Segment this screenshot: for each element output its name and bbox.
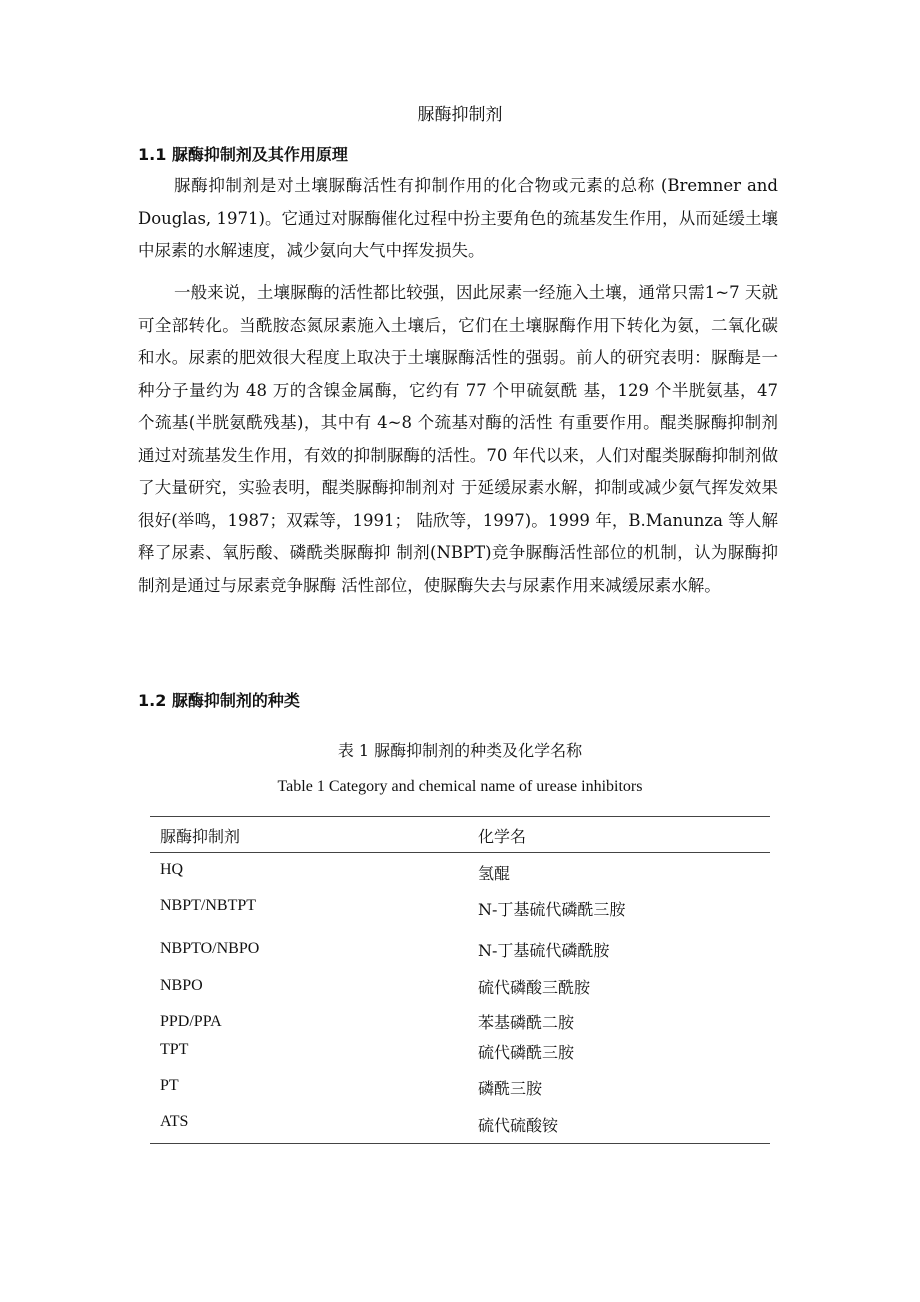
table-caption-chinese: 表 1 脲酶抑制剂的种类及化学名称 <box>337 741 583 760</box>
table-cell-inhibitor: HQ <box>160 861 184 878</box>
table-header-inhibitor: 脲酶抑制剂 <box>160 827 241 846</box>
table-cell-inhibitor: NBPT/NBTPT <box>160 897 257 914</box>
table-cell-chemical-name: 苯基磷酰二胺 <box>478 1013 575 1032</box>
table-cell-chemical-name: 硫代磷酰三胺 <box>478 1043 575 1062</box>
table-caption-english: Table 1 Category and chemical name of urease inhibitors <box>277 778 643 795</box>
table-cell-inhibitor: ATS <box>160 1113 189 1130</box>
document-title: 脲酶抑制剂 <box>417 105 503 125</box>
section-2-heading: 1.2 脲酶抑制剂的种类 <box>138 691 300 710</box>
table-cell-inhibitor: NBPO <box>160 977 203 994</box>
table-cell-inhibitor: NBPTO/NBPO <box>160 940 260 957</box>
table-cell-inhibitor: PPD/PPA <box>160 1013 222 1030</box>
table-bottom-rule <box>150 1143 770 1144</box>
table-cell-inhibitor: TPT <box>160 1041 189 1058</box>
table-header-rule <box>150 852 770 853</box>
section-1-paragraph-2: 一般来说，土壤脲酶的活性都比较强，因此尿素一经施入土壤，通常只需1~7 天就可全部转化。当酰胺态氮尿素施入土壤后，它们在土壤脲酶作用下转化为氨，二氧化碳和水。尿素的肥效很大程度上取决于土壤脲酶活性的强弱。前人的研究表明：脲酶是一种分子量约为 48 万的含镍金属酶，它约有 77 个甲硫氨酰 基，129 个半胱氨基，47 个巯基(半胱氨酰残基)，其中有 4~8 个巯基对酶的活性 有重要作用。醌类脲酶抑制剂通过对巯基发生作用，有效的抑制脲酶的活性。70 年代以来，人们对醌类脲酶抑制剂做了大量研究，实验表明，醌类脲酶抑制剂对 于延缓尿素水解，抑制或减少氨气挥发效果很好(举鸣，1987；双霖等，1991； 陆欣等，1997)。1999 年，B.Manunza 等人解释了尿素、氧肟酸、磷酰类脲酶抑 制剂(NBPT)竞争脲酶活性部位的机制，认为脲酶抑制剂是通过与尿素竞争脲酶 活性部位，使脲酶失去与尿素作用来减缓尿素水解。 <box>138 283 778 595</box>
table-cell-chemical-name: 磷酰三胺 <box>478 1079 543 1098</box>
table-header-chemical-name: 化学名 <box>478 827 527 846</box>
table-cell-chemical-name: N-丁基硫代磷酰三胺 <box>478 900 626 919</box>
table-cell-chemical-name: 氢醌 <box>478 864 511 883</box>
section-1-heading: 1.1 脲酶抑制剂及其作用原理 <box>138 145 348 164</box>
table-top-rule <box>150 816 770 817</box>
table-cell-chemical-name: N-丁基硫代磷酰胺 <box>478 941 610 960</box>
table-cell-chemical-name: 硫代硫酸铵 <box>478 1116 559 1135</box>
section-1-paragraph-1: 脲酶抑制剂是对土壤脲酶活性有抑制作用的化合物或元素的总称 (Bremner and Douglas, 1971)。它通过对脲酶催化过程中扮主要角色的巯基发生作用，从而延缓土壤中尿素的水解速度，减少氨向大气中挥发损失。 <box>138 176 778 260</box>
table-cell-inhibitor: PT <box>160 1077 179 1094</box>
table-cell-chemical-name: 硫代磷酸三酰胺 <box>478 978 591 997</box>
